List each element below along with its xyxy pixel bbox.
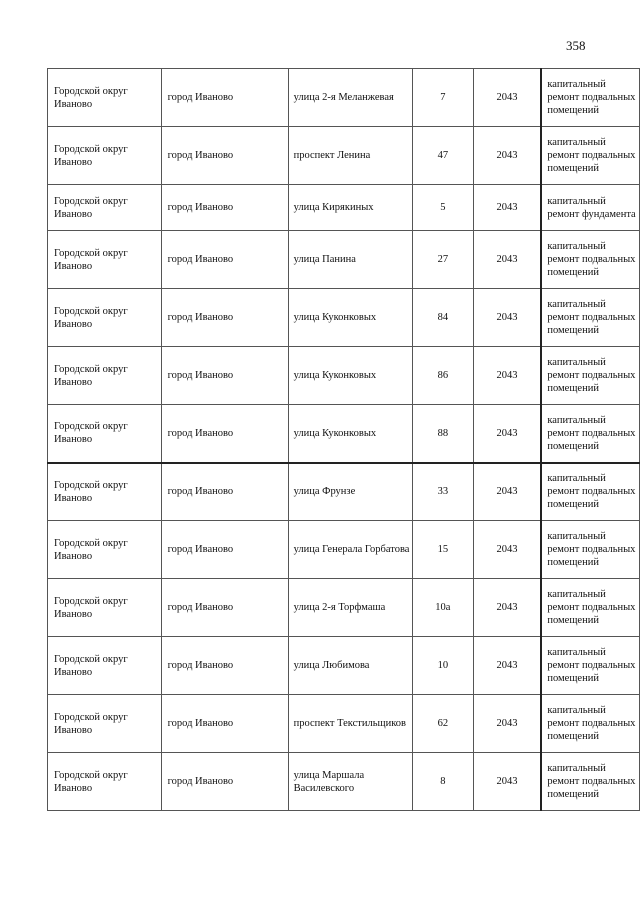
cell-okrug: Городской округ Иваново	[48, 347, 162, 405]
cell-year: 2043	[473, 185, 541, 231]
cell-street: проспект Текстильщиков	[288, 695, 412, 753]
cell-okrug: Городской округ Иваново	[48, 405, 162, 463]
cell-house: 27	[412, 231, 473, 289]
table-row	[48, 521, 640, 579]
cell-city: город Иваново	[161, 405, 288, 463]
cell-year: 2043	[473, 347, 541, 405]
page-number: 358	[566, 38, 586, 53]
cell-street: улица Куконковых	[288, 289, 412, 347]
cell-house: 62	[412, 695, 473, 753]
cell-city: город Иваново	[161, 347, 288, 405]
cell-house: 47	[412, 127, 473, 185]
cell-house: 15	[412, 521, 473, 579]
cell-city: город Иваново	[161, 695, 288, 753]
cell-okrug: Городской округ Иваново	[48, 521, 162, 579]
cell-work-type: капитальный ремонт подвальных помещений	[541, 231, 639, 289]
cell-street: улица Маршала Василевского	[288, 753, 412, 811]
cell-house: 5	[412, 185, 473, 231]
cell-year: 2043	[473, 289, 541, 347]
cell-street: проспект Ленина	[288, 127, 412, 185]
cell-okrug: Городской округ Иваново	[48, 579, 162, 637]
cell-work-type: капитальный ремонт подвальных помещений	[541, 521, 639, 579]
cell-okrug: Городской округ Иваново	[48, 637, 162, 695]
cell-street: улица Куконковых	[288, 405, 412, 463]
cell-work-type: капитальный ремонт подвальных помещений	[541, 753, 639, 811]
cell-work-type: капитальный ремонт подвальных помещений	[541, 405, 639, 463]
cell-year: 2043	[473, 463, 541, 521]
cell-work-type: капитальный ремонт подвальных помещений	[541, 637, 639, 695]
cell-house: 7	[412, 69, 473, 127]
table-row	[48, 185, 640, 231]
table-row	[48, 347, 640, 405]
cell-city: город Иваново	[161, 463, 288, 521]
cell-year: 2043	[473, 127, 541, 185]
cell-year: 2043	[473, 579, 541, 637]
cell-year: 2043	[473, 69, 541, 127]
cell-city: город Иваново	[161, 231, 288, 289]
cell-okrug: Городской округ Иваново	[48, 289, 162, 347]
table-row	[48, 231, 640, 289]
cell-okrug: Городской округ Иваново	[48, 185, 162, 231]
cell-work-type: капитальный ремонт подвальных помещений	[541, 463, 639, 521]
cell-house: 86	[412, 347, 473, 405]
cell-work-type: капитальный ремонт подвальных помещений	[541, 347, 639, 405]
cell-street: улица Панина	[288, 231, 412, 289]
cell-street: улица 2-я Торфмаша	[288, 579, 412, 637]
table-row	[48, 579, 640, 637]
cell-city: город Иваново	[161, 521, 288, 579]
table-row	[48, 69, 640, 127]
cell-house: 10	[412, 637, 473, 695]
cell-street: улица Куконковых	[288, 347, 412, 405]
table-row	[48, 753, 640, 811]
table-row	[48, 289, 640, 347]
cell-okrug: Городской округ Иваново	[48, 127, 162, 185]
cell-city: город Иваново	[161, 637, 288, 695]
cell-city: город Иваново	[161, 289, 288, 347]
cell-work-type: капитальный ремонт фундамента	[541, 185, 639, 231]
cell-work-type: капитальный ремонт подвальных помещений	[541, 127, 639, 185]
cell-year: 2043	[473, 753, 541, 811]
table-row	[48, 695, 640, 753]
cell-okrug: Городской округ Иваново	[48, 753, 162, 811]
cell-street: улица Любимова	[288, 637, 412, 695]
cell-city: город Иваново	[161, 69, 288, 127]
cell-work-type: капитальный ремонт подвальных помещений	[541, 69, 639, 127]
cell-house: 8	[412, 753, 473, 811]
cell-okrug: Городской округ Иваново	[48, 231, 162, 289]
cell-city: город Иваново	[161, 579, 288, 637]
cell-year: 2043	[473, 231, 541, 289]
cell-okrug: Городской округ Иваново	[48, 69, 162, 127]
cell-house: 88	[412, 405, 473, 463]
table-row	[48, 463, 640, 521]
table-row	[48, 127, 640, 185]
cell-house: 10а	[412, 579, 473, 637]
cell-city: город Иваново	[161, 127, 288, 185]
table-row	[48, 637, 640, 695]
cell-house: 84	[412, 289, 473, 347]
table-row	[48, 405, 640, 463]
cell-street: улица Фрунзе	[288, 463, 412, 521]
cell-street: улица Генерала Горбатова	[288, 521, 412, 579]
cell-house: 33	[412, 463, 473, 521]
cell-street: улица Кирякиных	[288, 185, 412, 231]
cell-year: 2043	[473, 405, 541, 463]
cell-work-type: капитальный ремонт подвальных помещений	[541, 579, 639, 637]
cell-year: 2043	[473, 637, 541, 695]
cell-street: улица 2-я Меланжевая	[288, 69, 412, 127]
cell-city: город Иваново	[161, 185, 288, 231]
housing-registry-table	[47, 68, 640, 811]
cell-okrug: Городской округ Иваново	[48, 695, 162, 753]
cell-work-type: капитальный ремонт подвальных помещений	[541, 695, 639, 753]
cell-okrug: Городской округ Иваново	[48, 463, 162, 521]
cell-city: город Иваново	[161, 753, 288, 811]
cell-year: 2043	[473, 521, 541, 579]
cell-year: 2043	[473, 695, 541, 753]
cell-work-type: капитальный ремонт подвальных помещений	[541, 289, 639, 347]
